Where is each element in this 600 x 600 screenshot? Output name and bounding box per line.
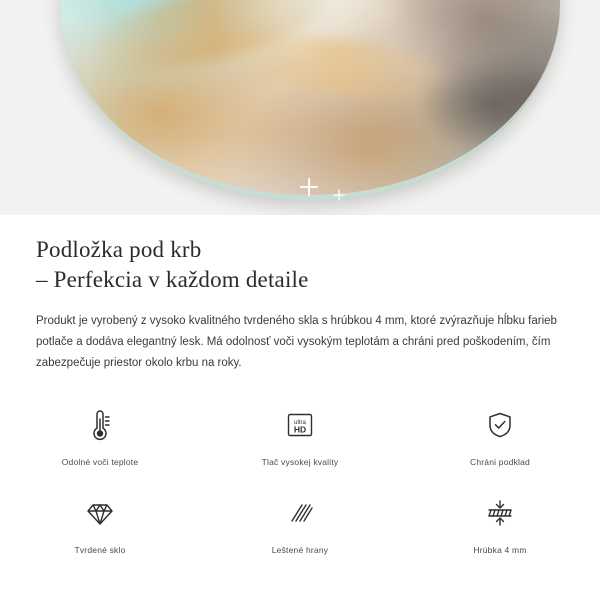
feature-item-print-quality bbox=[200, 396, 400, 484]
feature-item-protects-surface bbox=[400, 396, 600, 484]
feature-item-tempered-glass bbox=[0, 484, 200, 572]
thermometer-icon bbox=[77, 402, 123, 448]
feature-item-heat-resistant bbox=[0, 396, 200, 484]
marble-swirl bbox=[70, 0, 270, 50]
diamond-icon bbox=[77, 490, 123, 536]
product-description-paragraph: Produkt je vyrobený z vysoko kvalitného tvrdeného skla s hrúbkou 4 mm, ktoré zvýrazňuje hĺbku farieb potlače a dodáva elegantný lesk. Má odolnosť voči vysokým teplotám a chráni pred poškodením, čím zabezpečuje priestor okolo krbu na roky. bbox=[36, 315, 557, 369]
page-title bbox=[0, 215, 600, 295]
shield-check-icon bbox=[477, 402, 523, 448]
feature-label: Leštené hrany bbox=[271, 545, 329, 555]
feature-item-polished-edges bbox=[200, 484, 400, 572]
feature-label: Hrúbka 4 mm bbox=[473, 545, 527, 555]
hero-image bbox=[0, 0, 600, 215]
polished-edges-icon bbox=[277, 490, 323, 536]
ultra-hd-icon bbox=[277, 402, 323, 448]
thickness-arrows-icon bbox=[477, 490, 523, 536]
feature-label: Odolné voči teplote bbox=[61, 457, 139, 467]
marble-swirl bbox=[208, 22, 473, 112]
feature-grid bbox=[0, 396, 600, 572]
marble-swirl bbox=[390, 0, 560, 80]
feature-label: Tlač vysokej kvality bbox=[261, 457, 339, 467]
svg-text:ultra: ultra bbox=[294, 420, 306, 426]
marble-swirl bbox=[420, 60, 560, 150]
feature-item-thickness bbox=[400, 484, 600, 572]
feature-label: Chráni podklad bbox=[470, 457, 530, 467]
marble-swirl bbox=[85, 0, 334, 84]
svg-text:HD: HD bbox=[293, 424, 307, 435]
feature-label: Tvrdené sklo bbox=[74, 545, 126, 555]
headline-line-2: – Perfekcia v každom detaile bbox=[36, 267, 309, 292]
headline-line-1: Podložka pod krb bbox=[36, 237, 202, 262]
text-content bbox=[0, 215, 600, 374]
